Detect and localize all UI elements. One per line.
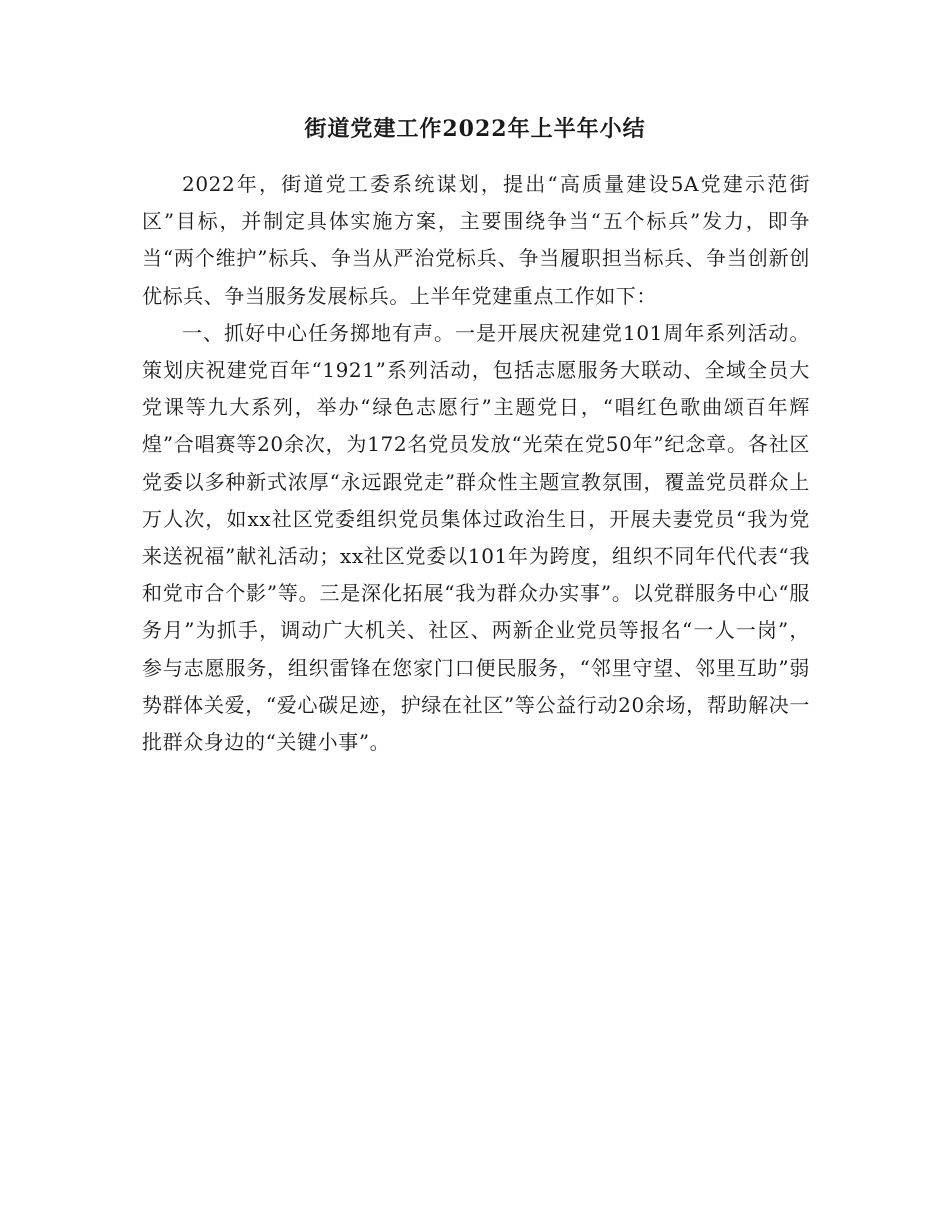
paragraph-intro: 2022年，街道党工委系统谋划，提出“高质量建设5A党建示范街区”目标，并制定具体实施方案，主要围绕争当“五个标兵”发力，即争当“两个维护”标兵、争当从严治党标兵、争当履职担当标兵、争当创新创优标兵、争当服务发展标兵。上半年党建重点工作如下：: [142, 172, 810, 308]
paragraph-section-one: 一、抓好中心任务掷地有声。一是开展庆祝建党101周年系列活动。策划庆祝建党百年“1921”系列活动，包括志愿服务大联动、全域全员大党课等九大系列，举办“绿色志愿行”主题党日，“唱红色歌曲颂百年辉煌”合唱赛等20余次，为172名党员发放“光荣在党50年”纪念章。各社区党委以多种新式浓厚“永远跟党走”群众性主题宣教氛围，覆盖党员群众上万人次，如xx社区党委组织党员集体过政治生日，开展夫妻党员“我为党来送祝福”献礼活动；xx社区党委以101年为跨度，组织不同年代代表“我和党市合个影”等。三是深化拓展“我为群众办实事”。以党群服务中心“服务月”为抓手，调动广大机关、社区、两新企业党员等报名“一人一岗”，参与志愿服务，组织雷锋在您家门口便民服务，“邻里守望、邻里互助”弱势群体关爱，“爱心碳足迹，护绿在社区”等公益行动20余场，帮助解决一批群众身边的“关键小事”。: [142, 320, 810, 755]
document-title: 街道党建工作2022年上半年小结: [304, 116, 646, 142]
document-body: [142, 166, 810, 761]
